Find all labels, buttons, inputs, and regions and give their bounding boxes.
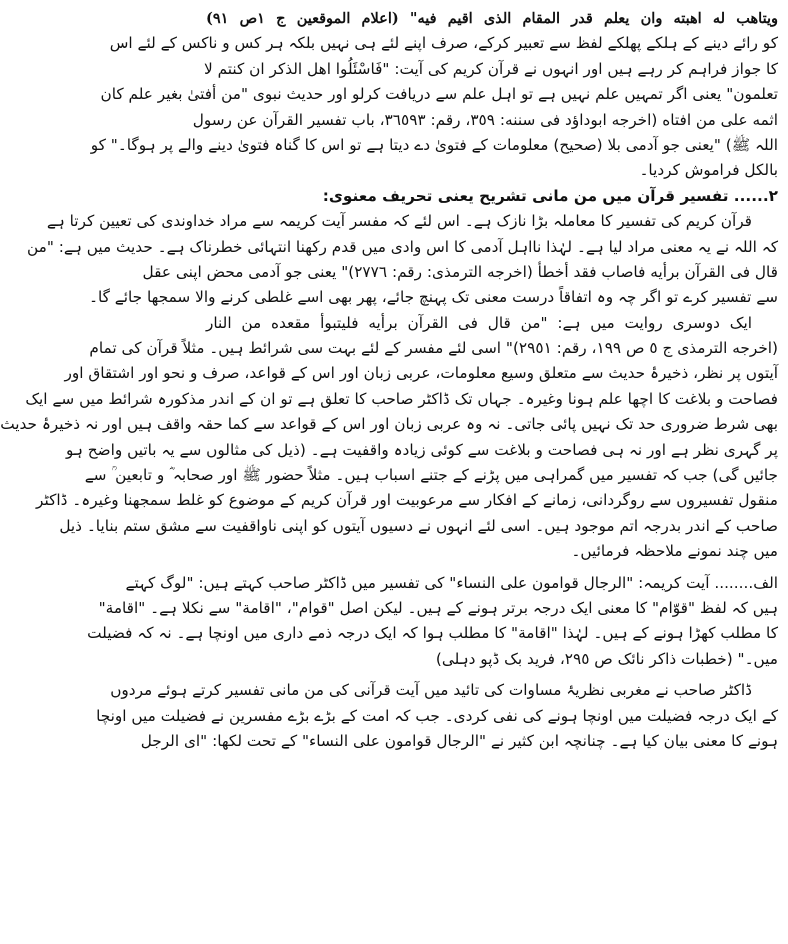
- text-line: اثمه على من افتاه (اخرجه ابوداؤد فى سننه: ٣٥٩، رقم: ٣٦٥٩٣، باب تفسير القرآن عن رسول: [192, 110, 778, 129]
- text-line: ٢...... تفسیر قرآن میں من مانی تشریح یعنی تحریف معنوی:: [322, 186, 778, 205]
- text-line: کا جواز فراہم کر رہے ہیں اور انہوں نے قرآن کریم کی آیت: "فَاسْئَلُوا اهل الذكر ان كنتم لا: [204, 59, 778, 78]
- text-line: فصاحت و بلاغت کا اچھا علم ہونا وغیرہ۔ جہاں تک ڈاکٹر صاحب کا تعلق ہے تو ان کے اندر مذکورہ شرائط میں سے ایک: [25, 389, 778, 408]
- text-line: (اخرجه الترمذى ج ٥ ص ١٩٩، رقم: ٢٩٥١)" اسی لئے مفسر کے لئے بہت سی شرائط ہیں۔ مثلاً قرآن کی تمام: [89, 339, 778, 358]
- text-line: قال فى القرآن برأيه فاصاب فقد أخطأ (اخرجه الترمذى: رقم: ٢٧٧٦)" یعنی جو آدمی محض اپنی عقل: [142, 262, 778, 281]
- text-line: صاحب کے اندر بدرجہ اتم موجود ہیں۔ اسی لئے انہوں نے دسیوں آیتوں کو اپنی ناواقفیت سے مشق ستم بنایا۔ ذیل: [59, 516, 778, 535]
- text-line: الف........ آیت کریمہ: "الرجال قوامون على النساء" کی تفسیر میں ڈاکٹر صاحب کہتے ہیں: "لوگ کہتے: [125, 573, 778, 592]
- text-line: قرآن کریم کی تفسیر کا معاملہ بڑا نازک ہے۔ اس لئے کہ مفسر آیت کریمہ سے مراد خداوندی کی تعیین کرتا ہے: [46, 212, 752, 231]
- text-line: اللہ ﷺ) "یعنی جو آدمی بلا (صحیح) معلومات کے فتویٰ دے دیتا ہے تو اس کا گناہ فتویٰ دینے والے پر ہوگا۔" کو: [90, 135, 778, 154]
- text-line: آیتوں پر نظر، ذخیرۂ حدیث سے متعلق وسیع معلومات، عربی زبان اور اس کے قواعد، صرف و نحو اور اشتقاق اور: [64, 364, 778, 383]
- text-line: ایک دوسری روایت میں ہے: "من قال فى القرآن برأيه فليتبوأ مقعده من النار: [206, 313, 752, 332]
- text-line: میں چند نمونے ملاحظہ فرمائیں۔: [571, 542, 778, 561]
- text-line: منقول تفسیروں سے روگردانی، زمانے کے افکار سے مرعوبیت اور قرآن کریم کے موضوع کو غلط سمجھنا وغیرہ۔ ڈاکٹر: [36, 491, 778, 510]
- text-line: ہونے کا معنی بیان کیا ہے۔ چنانچہ ابن کثیر نے "الرجال قوامون على النساء" کے تحت لکھا: "اى الرجل: [140, 731, 778, 750]
- text-line: کہ اللہ نے یہ معنی مراد لیا ہے۔ لہٰذا نااہل آدمی کا اس وادی میں قدم رکھنا انتہائی خطرناک ہے۔ حدیث میں ہے: "من: [27, 237, 778, 256]
- text-line: میں۔" (خطبات ذاکر نائک ص ٢٩٥، فرید بک ڈپو دہلی): [435, 649, 778, 668]
- text-line: کا مطلب کھڑا ہونے کے ہیں۔ لہٰذا "اقامة" کا مطلب ہوا کہ ایک درجہ ذمے داری میں اونچا ہے۔ نہ کہ فضیلت: [87, 624, 778, 643]
- text-line: سے تفسیر کرے تو اگر چہ وہ اتفاقاً درست معنی تک پہنچ جائے، پھر بھی اسے غلطی کرنے والا سمجھا جائے گا۔: [89, 288, 778, 307]
- text-line: کو رائے دینے کے ہلکے پھلکے لفظ سے تعبیر کرکے، صرف اپنے لئے ہی نہیں بلکہ ہر کس و ناکس کے لئے اس: [109, 34, 778, 53]
- text-line: تعلمون" یعنی اگر تمہیں علم نہیں ہے تو اہل علم سے دریافت کرلو اور حدیث نبوی "من أفتىٰ بغير علم كان: [100, 85, 778, 104]
- text-line: پر گہری نظر ہے اور نہ ہی فصاحت و بلاغت سے کوئی زیادہ واقفیت ہے۔ (ذیل کی مثالوں سے یہ باتیں واضح ہو: [66, 440, 778, 459]
- text-line: ہیں کہ لفظ "قوّام" کا معنی ایک درجہ برتر ہونے کے ہیں۔ لیکن اصل "قوام"، "اقامة" سے نکلا ہے۔ "اقامة": [98, 598, 778, 617]
- text-line: ڈاکٹر صاحب نے مغربی نظریۂ مساوات کی تائید میں آیت قرآنی کی من مانی تفسیر کرتے ہوئے مردوں: [110, 681, 752, 700]
- text-line: کے ایک درجہ فضیلت میں اونچا ہونے کی نفی کردی۔ جب کہ امت کے بڑے بڑے مفسرین نے فضیلت میں اونچا: [96, 706, 778, 725]
- text-line: جائیں گی) جب کہ تفسیر میں گمراہی میں پڑنے کے جتنے اسباب ہیں۔ مثلاً حضور ﷺ اور صحابہ ؓ و تابعین ؒ سے: [84, 466, 778, 485]
- text-line: بھی شرط ضروری حد تک نہیں پائی جاتی۔ نہ وہ عربی زبان اور اس کے قواعد سے کما حقہ واقف ہیں اور نہ ذخیرۂ حدیث: [0, 415, 778, 434]
- text-line: بالکل فراموش کردیا۔: [639, 161, 778, 180]
- arabic-quote-line: ويتاهب له اهبته وان يعلم قدر المقام الذى اقيم فيه" (اعلام الموقعين ج ١ص ٩١): [206, 10, 778, 27]
